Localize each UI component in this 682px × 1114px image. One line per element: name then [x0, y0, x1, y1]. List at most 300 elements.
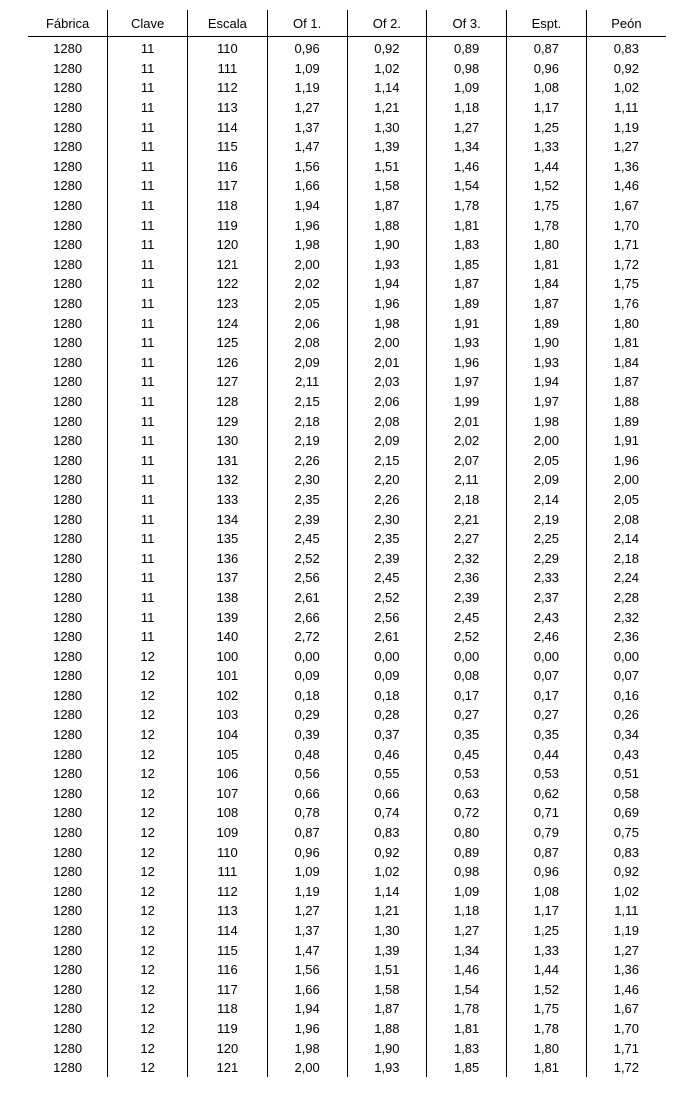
cell-clave: 11	[108, 392, 188, 412]
cell-espt: 1,33	[507, 137, 587, 157]
cell-clave: 12	[108, 940, 188, 960]
header-clave: Clave	[108, 10, 188, 37]
cell-escala: 137	[188, 568, 268, 588]
cell-peon: 1,46	[586, 980, 666, 1000]
cell-clave: 11	[108, 431, 188, 451]
cell-escala: 108	[188, 803, 268, 823]
cell-fabrica: 1280	[53, 707, 83, 723]
cell-escala: 109	[188, 823, 268, 843]
cell-peon: 1,76	[586, 294, 666, 314]
cell-of3: 1,27	[427, 117, 507, 137]
cell-of2: 0,83	[347, 823, 427, 843]
table-row	[28, 999, 666, 1019]
cell-fabrica: 1280	[53, 962, 83, 978]
cell-fabrica: 1280	[53, 374, 83, 390]
cell-of1: 2,18	[267, 411, 347, 431]
header-of2: Of 2.	[347, 10, 427, 37]
cell-peon: 2,24	[586, 568, 666, 588]
cell-clave: 12	[108, 686, 188, 706]
cell-espt: 1,80	[507, 235, 587, 255]
cell-peon: 0,07	[586, 666, 666, 686]
cell-espt: 1,44	[507, 157, 587, 177]
cell-espt: 2,33	[507, 568, 587, 588]
cell-escala: 117	[188, 176, 268, 196]
cell-escala: 120	[188, 235, 268, 255]
cell-fabrica: 1280	[53, 785, 83, 801]
cell-fabrica: 1280	[53, 1040, 83, 1056]
cell-of2: 0,92	[347, 37, 427, 59]
table-row	[28, 196, 666, 216]
table-row	[28, 548, 666, 568]
cell-clave: 11	[108, 137, 188, 157]
cell-of3: 1,18	[427, 901, 507, 921]
cell-of2: 1,88	[347, 1019, 427, 1039]
cell-of3: 0,53	[427, 764, 507, 784]
cell-of2: 1,98	[347, 313, 427, 333]
cell-escala: 127	[188, 372, 268, 392]
cell-of1: 1,56	[267, 157, 347, 177]
cell-peon: 2,18	[586, 548, 666, 568]
cell-escala: 105	[188, 744, 268, 764]
cell-fabrica: 1280	[53, 178, 83, 194]
cell-escala: 140	[188, 627, 268, 647]
cell-clave: 11	[108, 353, 188, 373]
cell-clave: 12	[108, 1058, 188, 1078]
cell-fabrica: 1280	[53, 139, 83, 155]
cell-peon: 1,02	[586, 882, 666, 902]
cell-fabrica: 1280	[53, 805, 83, 821]
cell-of1: 2,02	[267, 274, 347, 294]
cell-of1: 2,52	[267, 548, 347, 568]
cell-of2: 1,39	[347, 137, 427, 157]
cell-peon: 1,71	[586, 235, 666, 255]
cell-of3: 0,89	[427, 842, 507, 862]
cell-escala: 139	[188, 607, 268, 627]
cell-of3: 1,87	[427, 274, 507, 294]
table-row	[28, 313, 666, 333]
table-row	[28, 921, 666, 941]
cell-of2: 2,01	[347, 353, 427, 373]
cell-of1: 1,94	[267, 196, 347, 216]
cell-espt: 1,08	[507, 882, 587, 902]
cell-peon: 0,75	[586, 823, 666, 843]
table-row	[28, 784, 666, 804]
cell-of3: 0,89	[427, 37, 507, 59]
cell-of2: 1,96	[347, 294, 427, 314]
table-row	[28, 490, 666, 510]
cell-espt: 1,84	[507, 274, 587, 294]
cell-espt: 2,00	[507, 431, 587, 451]
cell-espt: 1,94	[507, 372, 587, 392]
table-row	[28, 1058, 666, 1078]
cell-peon: 1,36	[586, 157, 666, 177]
cell-of2: 1,90	[347, 1038, 427, 1058]
cell-peon: 2,08	[586, 509, 666, 529]
cell-escala: 136	[188, 548, 268, 568]
cell-clave: 11	[108, 509, 188, 529]
cell-of3: 0,80	[427, 823, 507, 843]
cell-fabrica: 1280	[53, 981, 83, 997]
cell-of3: 1,89	[427, 294, 507, 314]
cell-of3: 1,18	[427, 98, 507, 118]
cell-espt: 1,90	[507, 333, 587, 353]
cell-peon: 0,26	[586, 705, 666, 725]
cell-espt: 1,93	[507, 353, 587, 373]
cell-of2: 0,92	[347, 842, 427, 862]
cell-clave: 11	[108, 78, 188, 98]
table-row	[28, 882, 666, 902]
cell-clave: 11	[108, 255, 188, 275]
header-fabrica: Fábrica	[28, 10, 108, 37]
cell-espt: 2,43	[507, 607, 587, 627]
cell-clave: 12	[108, 1038, 188, 1058]
cell-peon: 1,70	[586, 215, 666, 235]
cell-of2: 0,46	[347, 744, 427, 764]
cell-of2: 2,26	[347, 490, 427, 510]
cell-fabrica: 1280	[53, 491, 83, 507]
cell-of3: 2,07	[427, 450, 507, 470]
cell-escala: 132	[188, 470, 268, 490]
cell-of1: 0,00	[267, 646, 347, 666]
table-row	[28, 333, 666, 353]
cell-escala: 120	[188, 1038, 268, 1058]
cell-of3: 0,98	[427, 59, 507, 79]
cell-of2: 2,39	[347, 548, 427, 568]
cell-of1: 1,27	[267, 901, 347, 921]
cell-of3: 1,97	[427, 372, 507, 392]
cell-of2: 0,18	[347, 686, 427, 706]
cell-of1: 0,48	[267, 744, 347, 764]
cell-fabrica: 1280	[53, 687, 83, 703]
cell-of1: 0,39	[267, 725, 347, 745]
cell-of1: 1,66	[267, 980, 347, 1000]
cell-of1: 0,18	[267, 686, 347, 706]
cell-of3: 0,45	[427, 744, 507, 764]
cell-of2: 1,88	[347, 215, 427, 235]
cell-peon: 2,32	[586, 607, 666, 627]
cell-espt: 2,09	[507, 470, 587, 490]
cell-clave: 11	[108, 490, 188, 510]
cell-clave: 11	[108, 37, 188, 59]
cell-espt: 2,19	[507, 509, 587, 529]
cell-fabrica: 1280	[53, 237, 83, 253]
cell-of3: 1,34	[427, 137, 507, 157]
cell-peon: 0,51	[586, 764, 666, 784]
cell-of2: 2,30	[347, 509, 427, 529]
cell-fabrica: 1280	[53, 198, 83, 214]
cell-of1: 2,00	[267, 1058, 347, 1078]
table-row	[28, 59, 666, 79]
table-row	[28, 176, 666, 196]
cell-of1: 2,61	[267, 588, 347, 608]
rate-table	[28, 10, 666, 1077]
cell-of1: 1,19	[267, 882, 347, 902]
cell-escala: 134	[188, 509, 268, 529]
cell-of3: 0,08	[427, 666, 507, 686]
cell-fabrica: 1280	[53, 452, 83, 468]
cell-of3: 0,27	[427, 705, 507, 725]
cell-fabrica: 1280	[53, 727, 83, 743]
cell-of1: 2,35	[267, 490, 347, 510]
table-row	[28, 627, 666, 647]
cell-of2: 0,28	[347, 705, 427, 725]
table-row	[28, 274, 666, 294]
header-espt: Espt.	[507, 10, 587, 37]
cell-of3: 2,01	[427, 411, 507, 431]
cell-escala: 118	[188, 999, 268, 1019]
cell-espt: 1,81	[507, 1058, 587, 1078]
cell-of2: 1,58	[347, 176, 427, 196]
cell-fabrica: 1280	[53, 1001, 83, 1017]
cell-espt: 2,29	[507, 548, 587, 568]
cell-clave: 12	[108, 960, 188, 980]
cell-of2: 2,06	[347, 392, 427, 412]
cell-of3: 2,52	[427, 627, 507, 647]
cell-escala: 135	[188, 529, 268, 549]
cell-of3: 1,54	[427, 980, 507, 1000]
cell-escala: 107	[188, 784, 268, 804]
cell-of3: 2,21	[427, 509, 507, 529]
cell-of2: 1,30	[347, 117, 427, 137]
cell-clave: 11	[108, 333, 188, 353]
cell-clave: 11	[108, 450, 188, 470]
table-row	[28, 646, 666, 666]
cell-peon: 2,36	[586, 627, 666, 647]
cell-of2: 1,14	[347, 882, 427, 902]
cell-espt: 1,25	[507, 921, 587, 941]
cell-of1: 2,45	[267, 529, 347, 549]
cell-peon: 1,27	[586, 137, 666, 157]
cell-peon: 2,28	[586, 588, 666, 608]
cell-peon: 0,58	[586, 784, 666, 804]
cell-of2: 0,37	[347, 725, 427, 745]
cell-escala: 100	[188, 646, 268, 666]
cell-escala: 114	[188, 921, 268, 941]
cell-peon: 1,75	[586, 274, 666, 294]
cell-espt: 0,53	[507, 764, 587, 784]
cell-peon: 1,88	[586, 392, 666, 412]
cell-fabrica: 1280	[53, 100, 83, 116]
table-row	[28, 1038, 666, 1058]
table-row	[28, 353, 666, 373]
cell-of1: 1,09	[267, 862, 347, 882]
cell-of3: 1,85	[427, 1058, 507, 1078]
cell-of2: 2,52	[347, 588, 427, 608]
cell-peon: 1,27	[586, 940, 666, 960]
cell-espt: 1,87	[507, 294, 587, 314]
cell-espt: 0,00	[507, 646, 587, 666]
cell-espt: 0,96	[507, 59, 587, 79]
cell-peon: 0,92	[586, 59, 666, 79]
cell-of1: 2,11	[267, 372, 347, 392]
table-row	[28, 78, 666, 98]
table-row	[28, 705, 666, 725]
cell-peon: 1,96	[586, 450, 666, 470]
cell-fabrica: 1280	[53, 119, 83, 135]
cell-of1: 0,66	[267, 784, 347, 804]
cell-of1: 1,98	[267, 235, 347, 255]
cell-escala: 124	[188, 313, 268, 333]
cell-of1: 1,09	[267, 59, 347, 79]
cell-peon: 1,72	[586, 1058, 666, 1078]
cell-fabrica: 1280	[53, 589, 83, 605]
cell-clave: 11	[108, 588, 188, 608]
table-row	[28, 470, 666, 490]
cell-of1: 0,56	[267, 764, 347, 784]
cell-clave: 11	[108, 470, 188, 490]
cell-espt: 1,17	[507, 901, 587, 921]
cell-clave: 11	[108, 627, 188, 647]
cell-espt: 1,80	[507, 1038, 587, 1058]
cell-clave: 12	[108, 842, 188, 862]
cell-fabrica: 1280	[53, 746, 83, 762]
cell-escala: 115	[188, 137, 268, 157]
cell-of3: 1,83	[427, 1038, 507, 1058]
cell-of1: 1,37	[267, 921, 347, 941]
cell-espt: 0,87	[507, 37, 587, 59]
cell-of3: 1,09	[427, 882, 507, 902]
table-row	[28, 725, 666, 745]
cell-of1: 2,00	[267, 255, 347, 275]
cell-fabrica: 1280	[53, 433, 83, 449]
cell-of1: 1,96	[267, 1019, 347, 1039]
cell-fabrica: 1280	[53, 296, 83, 312]
cell-espt: 0,17	[507, 686, 587, 706]
cell-of1: 2,08	[267, 333, 347, 353]
cell-peon: 0,83	[586, 37, 666, 59]
cell-espt: 1,97	[507, 392, 587, 412]
cell-fabrica: 1280	[53, 550, 83, 566]
cell-of2: 0,09	[347, 666, 427, 686]
cell-clave: 11	[108, 274, 188, 294]
cell-peon: 1,67	[586, 999, 666, 1019]
cell-espt: 1,78	[507, 215, 587, 235]
cell-peon: 1,19	[586, 921, 666, 941]
table-row	[28, 117, 666, 137]
cell-fabrica: 1280	[53, 315, 83, 331]
cell-of3: 0,35	[427, 725, 507, 745]
cell-peon: 1,36	[586, 960, 666, 980]
cell-clave: 12	[108, 744, 188, 764]
cell-of1: 1,56	[267, 960, 347, 980]
cell-of1: 1,19	[267, 78, 347, 98]
cell-peon: 1,71	[586, 1038, 666, 1058]
cell-espt: 0,62	[507, 784, 587, 804]
cell-of3: 2,39	[427, 588, 507, 608]
cell-peon: 2,05	[586, 490, 666, 510]
cell-peon: 0,92	[586, 862, 666, 882]
cell-escala: 110	[188, 842, 268, 862]
cell-of3: 2,02	[427, 431, 507, 451]
cell-clave: 12	[108, 921, 188, 941]
cell-escala: 102	[188, 686, 268, 706]
cell-espt: 1,75	[507, 999, 587, 1019]
table-row	[28, 137, 666, 157]
cell-of2: 1,39	[347, 940, 427, 960]
cell-of1: 1,47	[267, 137, 347, 157]
cell-of1: 2,19	[267, 431, 347, 451]
cell-fabrica: 1280	[53, 923, 83, 939]
cell-of3: 2,32	[427, 548, 507, 568]
cell-of1: 2,56	[267, 568, 347, 588]
cell-espt: 1,78	[507, 1019, 587, 1039]
cell-clave: 11	[108, 548, 188, 568]
cell-clave: 12	[108, 803, 188, 823]
cell-peon: 1,11	[586, 901, 666, 921]
table-row	[28, 372, 666, 392]
table-row	[28, 823, 666, 843]
cell-fabrica: 1280	[53, 393, 83, 409]
cell-peon: 0,16	[586, 686, 666, 706]
cell-of2: 2,09	[347, 431, 427, 451]
cell-escala: 110	[188, 37, 268, 59]
cell-fabrica: 1280	[53, 844, 83, 860]
table-row	[28, 411, 666, 431]
table-row	[28, 744, 666, 764]
table-row	[28, 862, 666, 882]
header-of1: Of 1.	[267, 10, 347, 37]
cell-of2: 0,55	[347, 764, 427, 784]
cell-of3: 2,11	[427, 470, 507, 490]
table-row	[28, 901, 666, 921]
cell-escala: 130	[188, 431, 268, 451]
cell-peon: 0,00	[586, 646, 666, 666]
cell-espt: 2,25	[507, 529, 587, 549]
table-row	[28, 666, 666, 686]
cell-escala: 118	[188, 196, 268, 216]
cell-of2: 1,87	[347, 999, 427, 1019]
cell-escala: 119	[188, 215, 268, 235]
cell-espt: 2,05	[507, 450, 587, 470]
table-row	[28, 1019, 666, 1039]
cell-fabrica: 1280	[53, 903, 83, 919]
cell-espt: 0,79	[507, 823, 587, 843]
cell-peon: 1,72	[586, 255, 666, 275]
cell-clave: 12	[108, 1019, 188, 1039]
cell-espt: 0,87	[507, 842, 587, 862]
cell-escala: 111	[188, 59, 268, 79]
cell-peon: 1,91	[586, 431, 666, 451]
cell-escala: 106	[188, 764, 268, 784]
cell-escala: 119	[188, 1019, 268, 1039]
cell-of1: 0,96	[267, 37, 347, 59]
cell-of2: 1,51	[347, 157, 427, 177]
cell-of1: 2,26	[267, 450, 347, 470]
cell-clave: 12	[108, 764, 188, 784]
cell-of3: 2,45	[427, 607, 507, 627]
table-row	[28, 686, 666, 706]
cell-escala: 112	[188, 882, 268, 902]
cell-peon: 1,46	[586, 176, 666, 196]
cell-of1: 1,98	[267, 1038, 347, 1058]
header-row	[28, 10, 666, 37]
cell-clave: 11	[108, 117, 188, 137]
cell-espt: 0,27	[507, 705, 587, 725]
cell-clave: 12	[108, 862, 188, 882]
cell-escala: 104	[188, 725, 268, 745]
cell-peon: 1,70	[586, 1019, 666, 1039]
table-row	[28, 568, 666, 588]
cell-escala: 128	[188, 392, 268, 412]
cell-escala: 113	[188, 98, 268, 118]
cell-of3: 1,54	[427, 176, 507, 196]
cell-fabrica: 1280	[53, 335, 83, 351]
cell-fabrica: 1280	[53, 668, 83, 684]
cell-of2: 1,87	[347, 196, 427, 216]
cell-clave: 11	[108, 98, 188, 118]
cell-of3: 1,81	[427, 1019, 507, 1039]
cell-fabrica: 1280	[53, 217, 83, 233]
